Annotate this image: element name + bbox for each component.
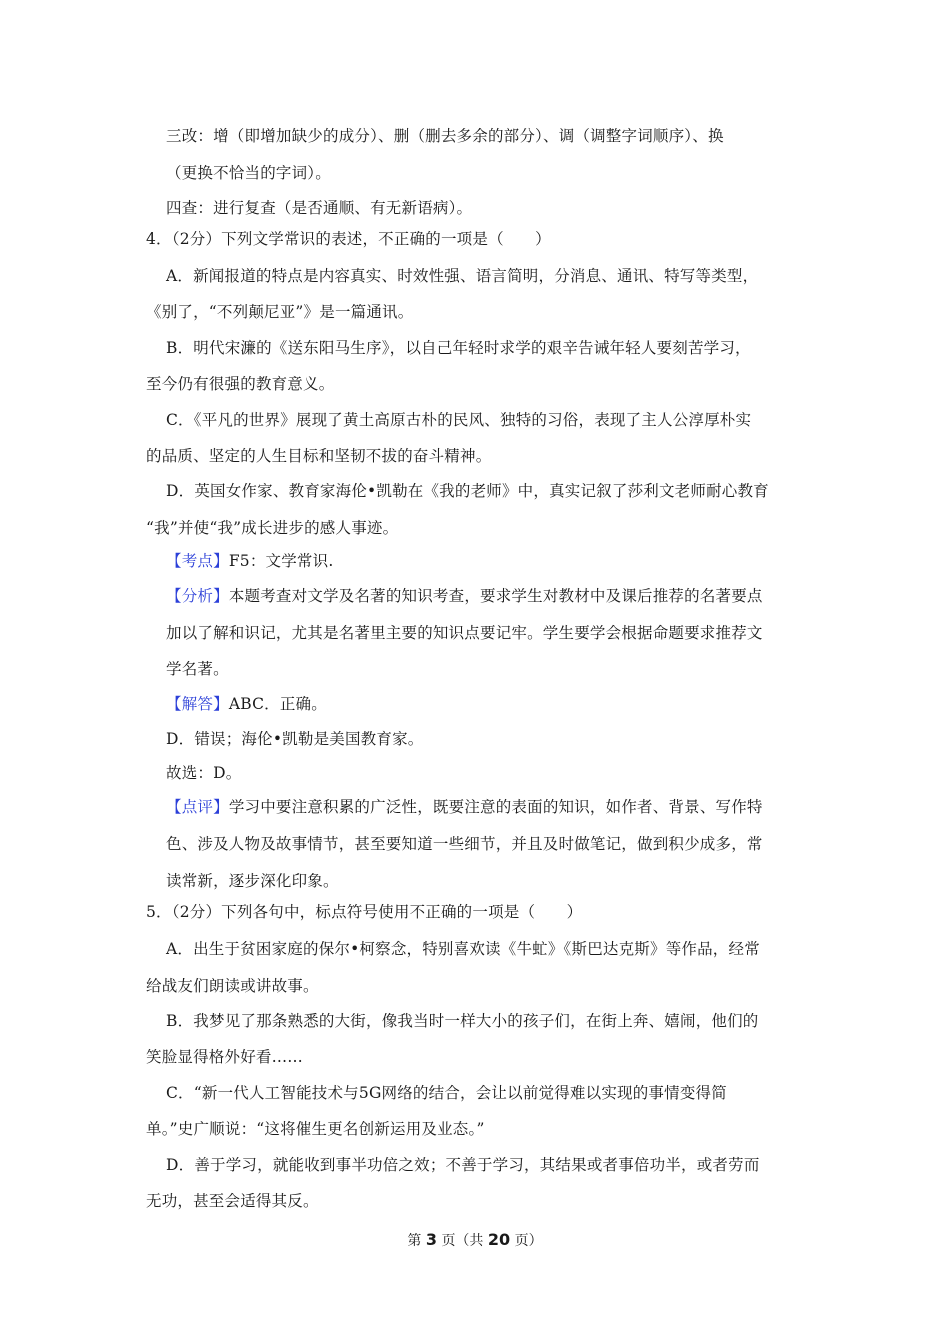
- kaodian-tag: 【考点】: [166, 552, 229, 570]
- prev-answer-line-1: 三改：增（即增加缺少的成分）、删（删去多余的部分）、调（调整字词顺序）、换: [166, 127, 724, 145]
- q4-option-b-line-2: 至今仍有很强的教育意义。: [146, 375, 335, 393]
- q5-option-d-line-1: D．善于学习，就能收到事半功倍之效；不善于学习，其结果或者事倍功半，或者劳而: [166, 1156, 760, 1174]
- page-footer: [0, 1230, 950, 1251]
- q4-option-a-line-2: 《别了，“不列颠尼亚”》是一篇通讯。: [146, 303, 414, 321]
- q4-fenxi-line-2: 加以了解和识记，尤其是名著里主要的知识点要记牢。学生要学会根据命题要求推荐文: [166, 624, 763, 642]
- q4-fenxi-line-3: 学名著。: [166, 660, 229, 678]
- q5-option-c-line-1: C．“新一代人工智能技术与5G网络的结合，会让以前觉得难以实现的事情变得简: [166, 1084, 727, 1102]
- q4-option-a-line-1: A．新闻报道的特点是内容真实、时效性强、语言简明，分消息、通讯、特写等类型，: [166, 267, 759, 285]
- q4-option-d-line-1: D．英国女作家、教育家海伦•凯勒在《我的老师》中，真实记叙了莎利文老师耐心教育: [166, 482, 769, 500]
- q4-option-b-line-1: B．明代宋濂的《送东阳马生序》，以自己年轻时求学的艰辛告诫年轻人要刻苦学习，: [166, 339, 751, 357]
- q4-jieda-line-1: [166, 694, 327, 714]
- q4-kaodian: [166, 551, 333, 571]
- q5-option-b-line-2: 笑脸显得格外好看……: [146, 1048, 304, 1066]
- question-5-stem: 5．（2分）下列各句中，标点符号使用不正确的一项是（ ）: [146, 903, 583, 921]
- q4-option-c-line-2: 的品质、坚定的人生目标和坚韧不拔的奋斗精神。: [146, 447, 492, 465]
- footer-mid: 页（共: [441, 1233, 484, 1249]
- question-4-stem: 4．（2分）下列文学常识的表述，不正确的一项是（ ）: [146, 230, 551, 248]
- footer-pre: 第: [407, 1233, 422, 1249]
- footer-post: 页）: [514, 1233, 543, 1249]
- q5-option-c-line-2: 单。”史广顺说：“这将催生更名创新运用及业态。”: [146, 1120, 485, 1138]
- q4-dianping-line-3: 读常新，逐步深化印象。: [166, 872, 339, 890]
- jieda-text-1: ABC．正确。: [228, 695, 327, 713]
- q5-option-a-line-2: 给战友们朗读或讲故事。: [146, 977, 319, 995]
- q4-jieda-line-2: D．错误；海伦•凯勒是美国教育家。: [166, 730, 424, 748]
- q5-option-d-line-2: 无功，甚至会适得其反。: [146, 1192, 319, 1210]
- q4-option-c-line-1: C．《平凡的世界》展现了黄土高原古朴的民风、独特的习俗，表现了主人公淳厚朴实: [166, 411, 752, 429]
- q5-option-b-line-1: B．我梦见了那条熟悉的大街，像我当时一样大小的孩子们，在街上奔、嬉闹，他们的: [166, 1012, 759, 1030]
- q5-option-a-line-1: A．出生于贫困家庭的保尔•柯察念，特别喜欢读《牛虻》《斯巴达克斯》等作品，经常: [166, 940, 760, 958]
- q4-option-d-line-2: “我”并使“我”成长进步的感人事迹。: [146, 519, 399, 537]
- dianping-tag: 【点评】: [166, 798, 229, 816]
- dianping-text-1: 学习中要注意积累的广泛性，既要注意的表面的知识，如作者、背景、写作特: [228, 798, 763, 816]
- prev-answer-line-2: （更换不恰当的字词）。: [166, 164, 331, 182]
- q4-dianping-line-1: [166, 797, 763, 817]
- jieda-tag: 【解答】: [166, 695, 229, 713]
- q4-dianping-line-2: 色、涉及人物及故事情节，甚至要知道一些细节，并且及时做笔记，做到积少成多，常: [166, 835, 763, 853]
- footer-total-pages: 20: [487, 1230, 511, 1249]
- kaodian-text: F5：文学常识.: [228, 552, 334, 570]
- q4-fenxi-line-1: [166, 586, 763, 606]
- prev-answer-line-3: 四查：进行复查（是否通顺、有无新语病）。: [166, 199, 473, 217]
- fenxi-tag: 【分析】: [166, 587, 229, 605]
- q4-jieda-line-3: 故选：D。: [166, 764, 242, 782]
- footer-page-number: 3: [425, 1230, 437, 1249]
- fenxi-text-1: 本题考查对文学及名著的知识考查，要求学生对教材中及课后推荐的名著要点: [228, 587, 763, 605]
